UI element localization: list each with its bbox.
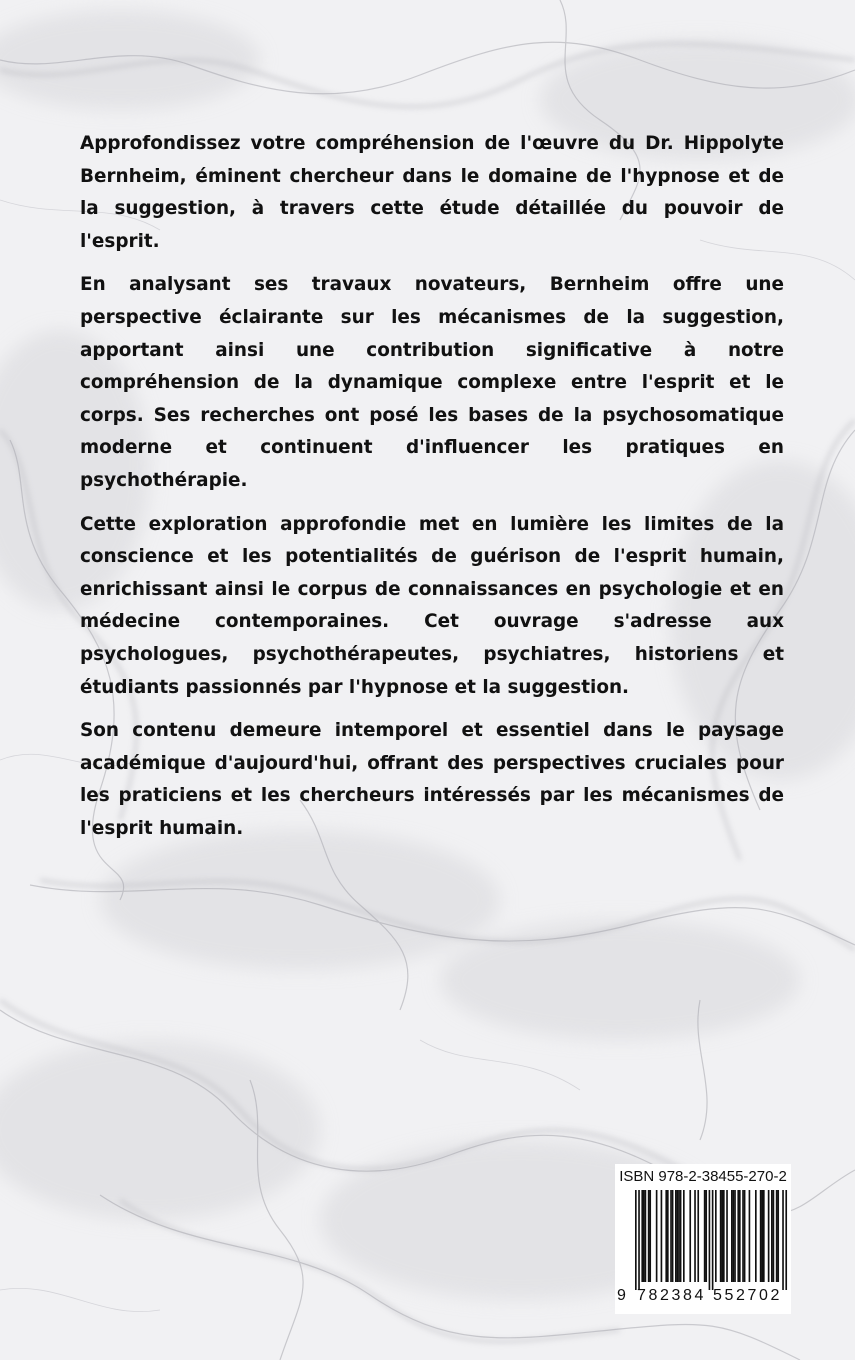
barcode-bar	[720, 1190, 722, 1282]
barcode-bar	[726, 1190, 728, 1282]
barcode-bar	[773, 1190, 775, 1282]
barcode-bar	[721, 1190, 723, 1282]
barcode-bar	[739, 1190, 741, 1282]
barcode-bar	[675, 1190, 677, 1282]
barcode-bar	[760, 1190, 762, 1282]
paragraph-4: Son contenu demeure intemporel et essentiel dans le paysage académique d'aujourd'hui, offrant des perspectives cruciales pour les praticiens et les chercheurs intéressés par les mécanismes de l'esprit humain.	[80, 720, 784, 839]
barcode-bar	[705, 1190, 707, 1282]
barcode-bar	[645, 1190, 647, 1282]
barcode-bar	[742, 1190, 744, 1282]
barcode-bar	[683, 1190, 685, 1282]
barcode-bar	[641, 1190, 643, 1282]
barcode-bar	[712, 1190, 714, 1290]
barcode-bars	[623, 1190, 789, 1290]
barcode-bar	[749, 1190, 751, 1282]
barcode-bar	[689, 1190, 691, 1282]
paragraph-2: En analysant ses travaux novateurs, Bernheim offre une perspective éclairante sur les mécanismes de la suggestion, apportant ainsi une contribution significative à notre compréhension de la dynamique complexe entre l'esprit et le corps. Ses recherches ont posé les bases de la psychosomatique moderne et continuent d'influencer les pratiques en psychothérapie.	[80, 274, 784, 491]
barcode-bar	[744, 1190, 746, 1282]
barcode-bar	[670, 1190, 672, 1282]
barcode-digit-first: 9	[617, 1287, 626, 1304]
barcode-bar	[715, 1190, 717, 1282]
barcode-bar	[672, 1190, 674, 1282]
barcode-bar	[734, 1190, 736, 1282]
paragraph-1: Approfondissez votre compréhension de l'œuvre du Dr. Hippolyte Bernheim, éminent chercheur dans le domaine de l'hypnose et de la suggestion, à travers cette étude détaillée du pouvoir de l'esprit.	[80, 133, 784, 252]
barcode-bar	[656, 1190, 658, 1282]
barcode-digits-right: 552702	[713, 1287, 782, 1304]
barcode-digits-left: 782384	[637, 1287, 706, 1304]
barcode-bar	[643, 1190, 645, 1282]
barcode-bar	[638, 1190, 640, 1290]
barcode-bar	[680, 1190, 682, 1282]
barcode-bar	[697, 1190, 699, 1282]
barcode-bar	[763, 1190, 765, 1282]
barcode-bar	[733, 1190, 735, 1282]
barcode-bar	[635, 1190, 637, 1290]
barcode-bar	[649, 1190, 651, 1282]
back-cover-text	[80, 128, 784, 856]
barcode-bar	[761, 1190, 763, 1282]
barcode-bar	[755, 1190, 757, 1282]
barcode-bar	[782, 1190, 784, 1290]
barcode-bar	[667, 1190, 669, 1282]
paragraph-3: Cette exploration approfondie met en lumière les limites de la conscience et les potentialités de guérison de l'esprit humain, enrichissant ainsi le corpus de connaissances en psychologie et en médecine contemporaines. Cet ouvrage s'adresse aux psychologues, psychothérapeutes, psychiatres, historiens et étudiants passionnés par l'hypnose et la suggestion.	[80, 513, 784, 698]
barcode-bar	[694, 1190, 696, 1282]
barcode-bar	[731, 1190, 733, 1282]
barcode-bar	[665, 1190, 667, 1282]
barcode-bar	[678, 1190, 680, 1282]
barcode-bar	[737, 1190, 739, 1282]
barcode-bar	[777, 1190, 779, 1282]
barcode-bar	[768, 1190, 770, 1282]
barcode-bar	[648, 1190, 650, 1282]
isbn-label: ISBN 978-2-38455-270-2	[619, 1168, 787, 1185]
barcode-bar	[661, 1190, 663, 1282]
isbn-barcode	[615, 1164, 791, 1314]
barcode-bar	[709, 1190, 711, 1290]
barcode-bar	[723, 1190, 725, 1282]
barcode-bar	[785, 1190, 787, 1290]
barcode-bar	[771, 1190, 773, 1282]
barcode-bar	[776, 1190, 778, 1282]
barcode-bar	[677, 1190, 679, 1282]
barcode-bar	[704, 1190, 706, 1282]
